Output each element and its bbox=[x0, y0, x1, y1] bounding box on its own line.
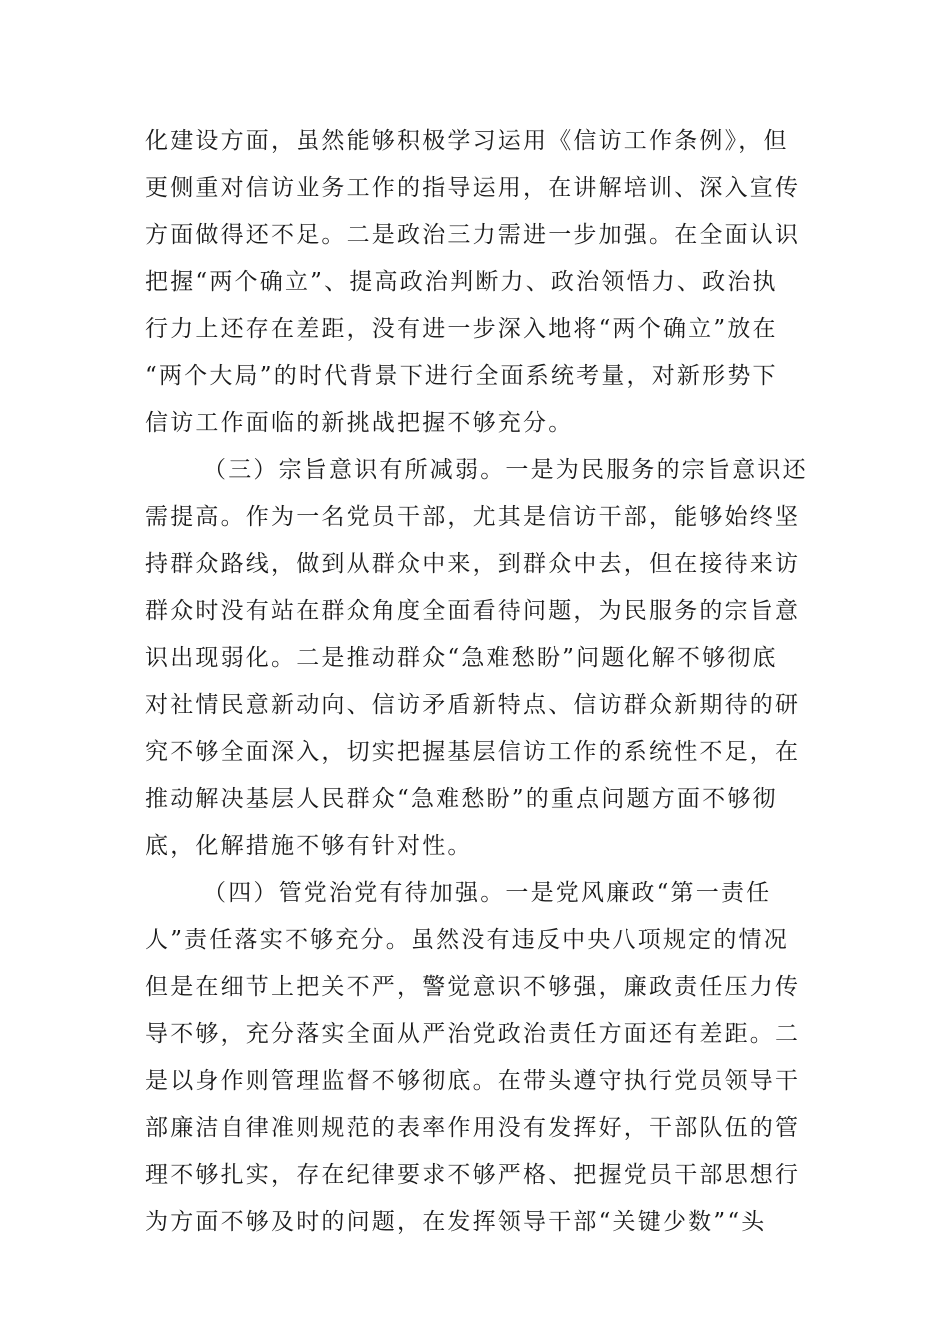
text-line: 信访工作面临的新挑战把握不够充分。 bbox=[145, 410, 574, 436]
text-line: 为方面不够及时的问题，在发挥领导干部“关键少数”“头 bbox=[145, 1209, 767, 1235]
text-line: 需提高。作为一名党员干部，尤其是信访干部，能够始终坚 bbox=[145, 504, 801, 530]
text-line: 但是在细节上把关不严，警觉意识不够强，廉政责任压力传 bbox=[145, 974, 801, 1000]
text-line: 是以身作则管理监督不够彻底。在带头遵守执行党员领导干 bbox=[145, 1068, 801, 1094]
text-line: 导不够，充分落实全面从严治党政治责任方面还有差距。二 bbox=[145, 1021, 801, 1047]
text-line: 究不够全面深入，切实把握基层信访工作的系统性不足，在 bbox=[145, 739, 801, 765]
body-text bbox=[145, 118, 810, 1246]
section-heading-line: （四）管党治党有待加强。一是党风廉政“第一责任 bbox=[203, 880, 772, 906]
text-line: 群众时没有站在群众角度全面看待问题，为民服务的宗旨意 bbox=[145, 598, 801, 624]
text-line: 化建设方面，虽然能够积极学习运用《信访工作条例》，但 bbox=[145, 128, 789, 154]
text-line: 更侧重对信访业务工作的指导运用，在讲解培训、深入宣传 bbox=[145, 175, 801, 201]
text-line: 理不够扎实，存在纪律要求不够严格、把握党员干部思想行 bbox=[145, 1162, 801, 1188]
text-line: 持群众路线，做到从群众中来，到群众中去，但在接待来访 bbox=[145, 551, 801, 577]
text-line: 推动解决基层人民群众“急难愁盼”的重点问题方面不够彻 bbox=[145, 786, 778, 812]
text-line: 底，化解措施不够有针对性。 bbox=[145, 833, 473, 859]
text-line: 把握“两个确立”、提高政治判断力、政治领悟力、政治执 bbox=[145, 269, 778, 295]
text-line: 识出现弱化。二是推动群众“急难愁盼”问题化解不够彻底 bbox=[145, 645, 778, 671]
text-line: “两个大局”的时代背景下进行全面系统考量，对新形势下 bbox=[145, 363, 778, 389]
text-line: 行力上还存在差距，没有进一步深入地将“两个确立”放在 bbox=[145, 316, 778, 342]
text-line: 对社情民意新动向、信访矛盾新特点、信访群众新期待的研 bbox=[145, 692, 801, 718]
text-line: 方面做得还不足。二是政治三力需进一步加强。在全面认识 bbox=[145, 222, 801, 248]
text-line: 人”责任落实不够充分。虽然没有违反中央八项规定的情况 bbox=[145, 927, 789, 953]
section-heading-line: （三）宗旨意识有所减弱。一是为民服务的宗旨意识还 bbox=[203, 457, 808, 483]
text-line: 部廉洁自律准则规范的表率作用没有发挥好，干部队伍的管 bbox=[145, 1115, 801, 1141]
